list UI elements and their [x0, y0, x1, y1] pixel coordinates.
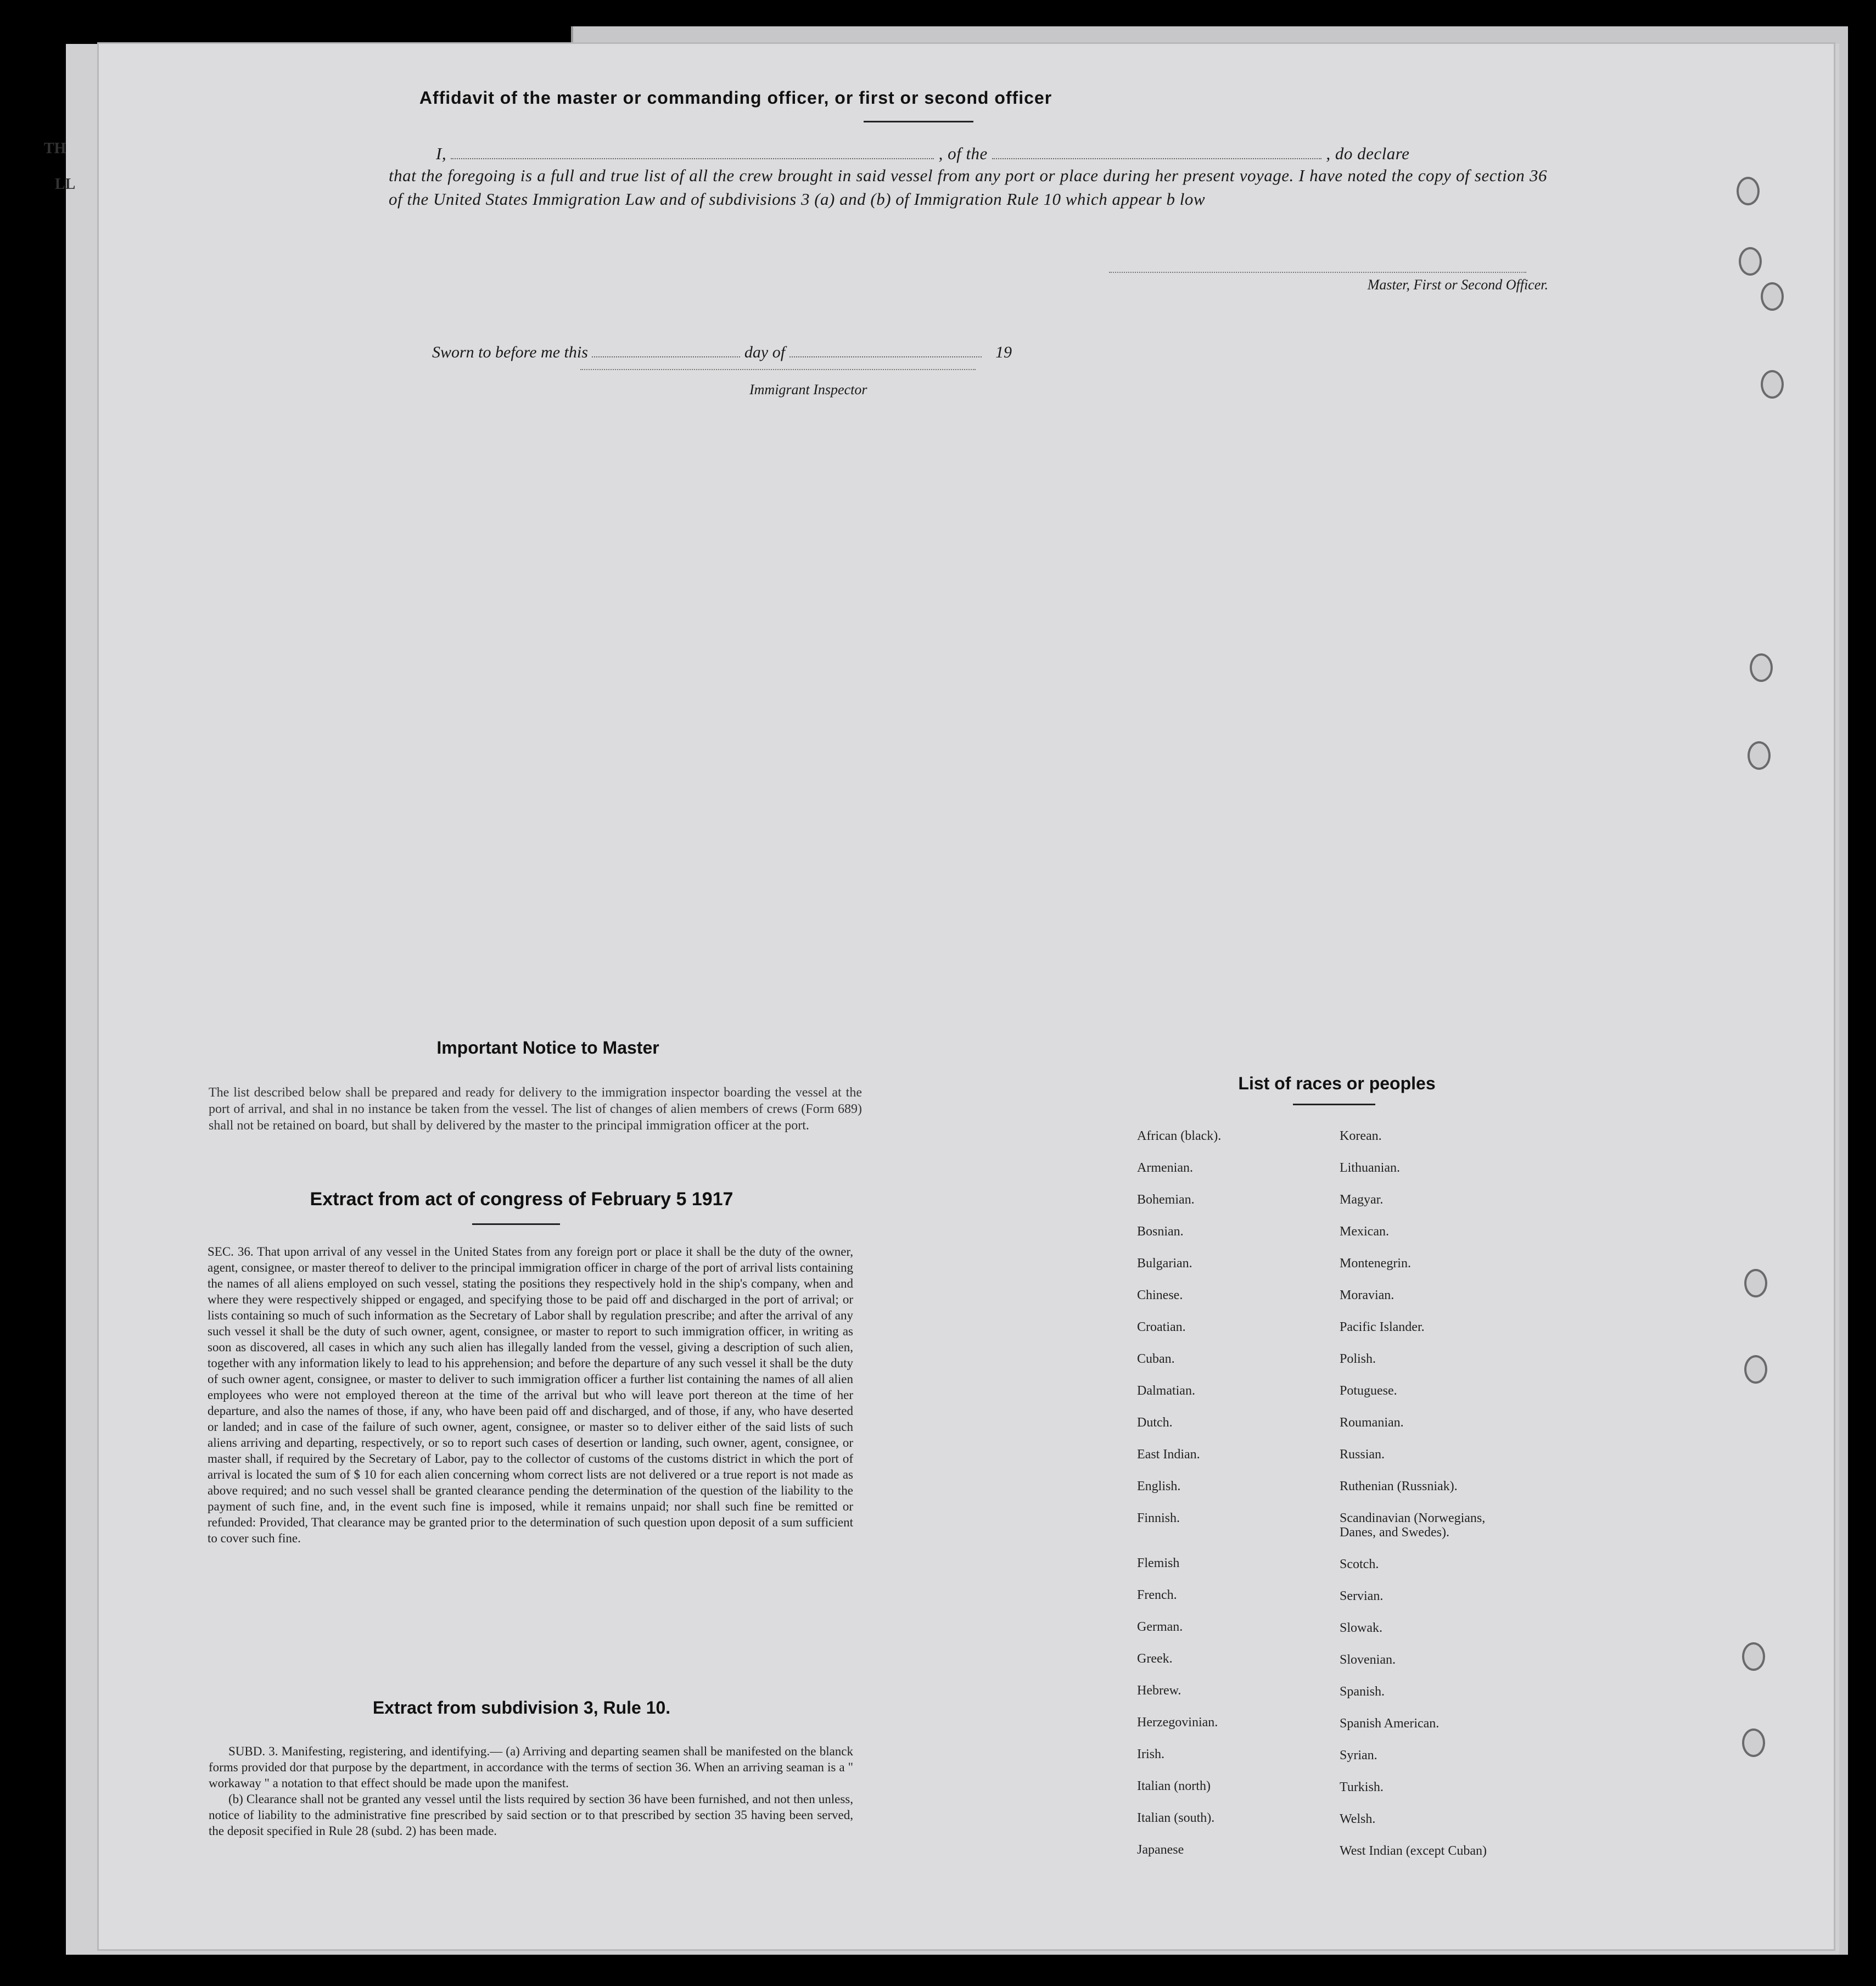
- race-item: Lithuanian.: [1340, 1161, 1400, 1175]
- races-rule: [1293, 1104, 1375, 1105]
- affidavit-i-label: I,: [436, 144, 447, 163]
- race-item: Finnish.: [1137, 1511, 1180, 1525]
- master-signature-label: Master, First or Second Officer.: [1367, 277, 1548, 293]
- affidavit-declaration-line: [436, 142, 1545, 165]
- subdivision-3-text: [209, 1743, 853, 1839]
- edge-fragment-mark: TH: [44, 140, 66, 157]
- race-item: Cuban.: [1137, 1352, 1175, 1366]
- race-item: Croatian.: [1137, 1320, 1186, 1334]
- race-item: Irish.: [1137, 1747, 1164, 1761]
- race-item: African (black).: [1137, 1129, 1222, 1143]
- race-item: Italian (south).: [1137, 1811, 1215, 1825]
- race-item: Slovenian.: [1340, 1653, 1396, 1667]
- race-item: Korean.: [1340, 1129, 1382, 1143]
- race-item: Russian.: [1340, 1447, 1385, 1462]
- race-item: Japanese: [1137, 1843, 1184, 1857]
- race-item: Scotch.: [1340, 1557, 1379, 1571]
- day-blank: [592, 356, 740, 357]
- races-title: List of races or peoples: [1238, 1073, 1436, 1093]
- punch-hole-icon: [1750, 653, 1773, 682]
- punch-hole-icon: [1761, 282, 1784, 311]
- race-item: Magyar.: [1340, 1193, 1384, 1207]
- races-left-column: [1137, 1120, 1357, 1866]
- document-page: [99, 44, 1834, 1949]
- race-item: Montenegrin.: [1340, 1256, 1411, 1271]
- race-item: Hebrew.: [1137, 1683, 1181, 1698]
- race-item: West Indian (except Cuban): [1340, 1844, 1487, 1858]
- race-item: Spanish.: [1340, 1685, 1385, 1699]
- race-item: French.: [1137, 1588, 1177, 1602]
- race-item: Mexican.: [1340, 1224, 1389, 1239]
- sworn-year: 19: [995, 343, 1012, 361]
- race-item: Chinese.: [1137, 1288, 1183, 1302]
- of-the-label: , of the: [938, 144, 988, 163]
- race-item: Syrian.: [1340, 1748, 1377, 1763]
- subdivision-paragraph-b: (b) Clearance shall not be granted any vessel until the lists required by section 36 have been furnished, and not then unless, notice of liability to the administrative fine prescribed by said section or to that prescribed by section 35 having been served, the deposit specified in Rule 28 (subd. 2) has been made.: [209, 1792, 853, 1838]
- race-item: Spanish American.: [1340, 1716, 1440, 1731]
- punch-hole-icon: [1742, 1728, 1765, 1757]
- punch-hole-icon: [1739, 247, 1762, 276]
- race-item: Polish.: [1340, 1352, 1376, 1366]
- affidavit-title: Affidavit of the master or commanding officer, or first or second officer: [419, 88, 1052, 108]
- punch-hole-icon: [1742, 1642, 1765, 1671]
- races-right-column: [1340, 1120, 1647, 1867]
- sworn-prefix: Sworn to before me this: [432, 343, 588, 361]
- inspector-signature-line: [580, 369, 976, 370]
- punch-hole-icon: [1744, 1355, 1767, 1384]
- race-item: East Indian.: [1137, 1447, 1200, 1462]
- race-item: English.: [1137, 1479, 1181, 1493]
- race-item: Herzegovinian.: [1137, 1715, 1218, 1730]
- month-blank: [789, 356, 982, 357]
- race-item: Dutch.: [1137, 1416, 1173, 1430]
- name-blank: [451, 158, 934, 159]
- race-item: Bulgarian.: [1137, 1256, 1192, 1271]
- subdivision-paragraph-a: SUBD. 3. Manifesting, registering, and identifying.— (a) Arriving and departing seamen shall be manifested on the blanck forms provided dor that purpose by the department, in accordance with the terms of section 36. When an arriving seaman is a " workaway " a notation to that effect should be made upon the manifest.: [209, 1744, 853, 1790]
- sworn-line: [432, 343, 1012, 362]
- race-item: Potuguese.: [1340, 1384, 1397, 1398]
- punch-hole-icon: [1744, 1269, 1767, 1297]
- race-item: Greek.: [1137, 1652, 1173, 1666]
- vessel-blank: [992, 158, 1321, 159]
- notice-title: Important Notice to Master: [436, 1038, 659, 1058]
- sworn-day-of: day of: [744, 343, 786, 361]
- race-item: Ruthenian (Russniak).: [1340, 1479, 1458, 1493]
- race-item: Welsh.: [1340, 1812, 1376, 1826]
- race-item: Bosnian.: [1137, 1224, 1184, 1239]
- title-rule: [864, 121, 973, 122]
- race-item: Servian.: [1340, 1589, 1384, 1603]
- punch-hole-icon: [1737, 177, 1760, 205]
- race-item: Armenian.: [1137, 1161, 1193, 1175]
- race-item: Turkish.: [1340, 1780, 1384, 1794]
- race-item: Dalmatian.: [1137, 1384, 1195, 1398]
- act-extract-title: Extract from act of congress of February 5 1917: [310, 1189, 733, 1210]
- race-item: Moravian.: [1340, 1288, 1395, 1302]
- do-declare-label: , do declare: [1326, 144, 1410, 163]
- race-item: Flemish: [1137, 1556, 1180, 1570]
- act-extract-rule: [472, 1223, 560, 1225]
- rule-extract-title: Extract from subdivision 3, Rule 10.: [372, 1698, 671, 1718]
- edge-fragment-mark: LL: [55, 176, 76, 193]
- punch-hole-icon: [1761, 370, 1784, 399]
- race-item: German.: [1137, 1620, 1183, 1634]
- race-item: Roumanian.: [1340, 1416, 1404, 1430]
- race-item: Scandinavian (Norwegians, Danes, and Swedes).: [1340, 1511, 1486, 1540]
- race-item: Italian (north): [1137, 1779, 1211, 1793]
- section-36-text: SEC. 36. That upon arrival of any vessel in the United States from any foreign port or place it shall be the duty of the owner, agent, consignee, or master thereof to deliver to the principal immigration officer in charge of the port of arrival lists containing the names of all aliens employed on such vessel, stating the positions they respectively hold in the ship's company, when and where they were respectively shipped or engaged, and specifying those to be paid off and discharged in the port of arrival; or lists containing so much of such information as the Secretary of Labor shall by regulation prescribe; and after the arrival of any such vessel it shall be the duty of such owner, agent, consignee, or master to report to such immigration officer, in writing as soon as discovered, all cases in which any such alien has illegally landed from the vessel, giving a description of such alien, together with any information likely to lead to his apprehension; and before the departure of any such vessel it shall be the duty of such owner agent, consignee, or master to deliver to such immigration officer a further list containing the names of all alien employees who were not employed thereon at the time of the arrival but who will leave port thereon at the time of her departure, and also the names of those, if any, who have been paid off and discharged, and of those, if any, who have deserted or landed; and in case of the failure of such owner, agent, consignee, or master so to deliver either of the said lists of such aliens arriving and departing, respectively, or so to report such cases of desertion or landing, such owner, agent, consignee, or master shall, if required by the Secretary of Labor, pay to the collector of customs of the customs district in which the port of arrival is located the sum of $ 10 for each alien concerning whom correct lists are not delivered or a true report is not made as above required; and no such vessel shall be granted clearance pending the determination of the question of the liability to the payment of such fine, and, in the event such fine is imposed, while it remains unpaid; nor shall such fine be remitted or refunded: Provided, That clearance may be granted prior to the determination of such question upon deposit of a sum sufficient to cover such fine.: [208, 1245, 853, 1545]
- punch-hole-icon: [1748, 741, 1771, 770]
- race-item: Bohemian.: [1137, 1193, 1195, 1207]
- notice-text: The list described below shall be prepared and ready for delivery to the immigration inspector boarding the vessel at the port of arrival, and shal in no instance be taken from the vessel. The list of changes of alien members of crews (Form 689) shall not be retained on board, but shall by delivered by the master to the principal immigration officer at the port.: [209, 1086, 862, 1133]
- master-signature-line: [1109, 272, 1526, 273]
- inspector-label: Immigrant Inspector: [749, 382, 867, 398]
- affidavit-body: that the foregoing is a full and true list of all the crew brought in said vessel from any port or place during her present voyage. I have noted the copy of section 36 of the United States Immigration Law and of subdivisions 3 (a) and (b) of Immigration Rule 10 which appear b low: [389, 166, 1547, 209]
- race-item: Pacific Islander.: [1340, 1320, 1425, 1334]
- race-item: Slowak.: [1340, 1621, 1382, 1635]
